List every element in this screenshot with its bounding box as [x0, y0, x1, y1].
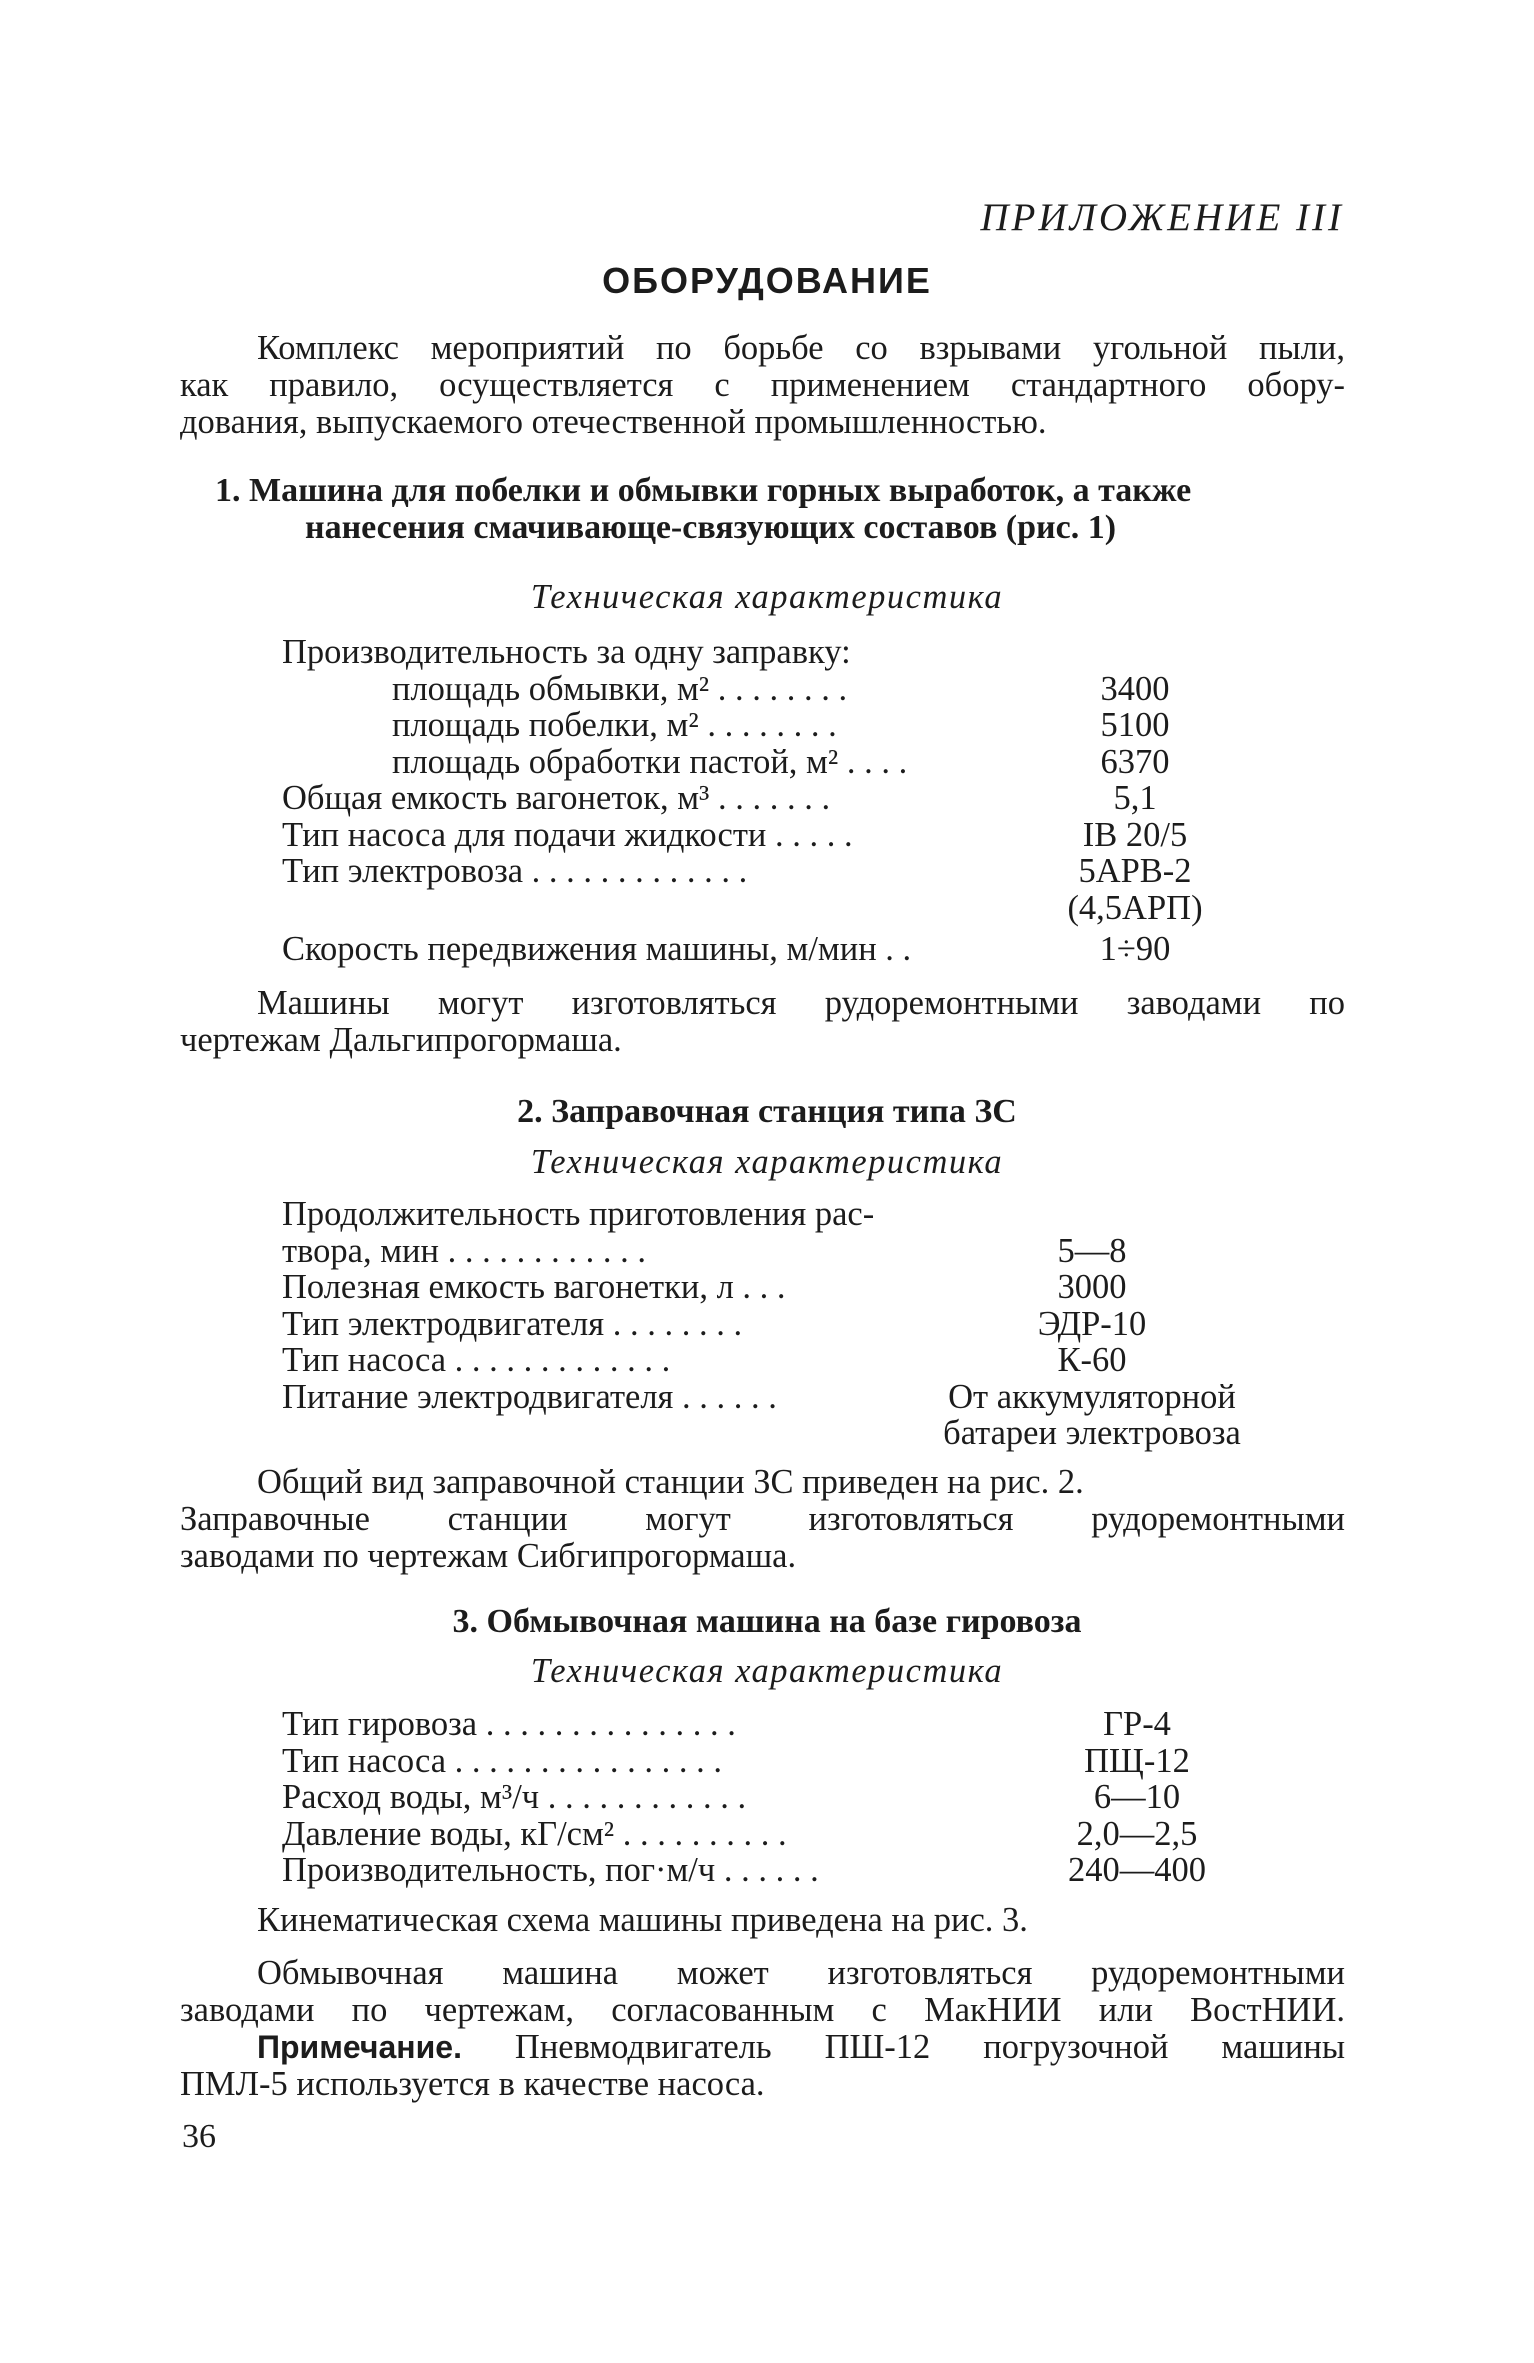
intro-paragraph	[180, 330, 1345, 441]
section3-subheading: Техническая характеристика	[530, 1652, 1004, 1690]
spec-row	[282, 1269, 1242, 1306]
spec-row	[282, 634, 1222, 671]
spec-row	[282, 1342, 1242, 1379]
page-title: ОБОРУДОВАНИЕ	[602, 260, 932, 301]
spec-value: 3000	[1057, 1268, 1127, 1306]
spec-value: 6370	[1100, 742, 1170, 781]
remark-text: Пневмодвигатель ПШ-12 погрузочной машины	[514, 2028, 1346, 2066]
note-line: заводами по чертежам, согласованным с МакНИИ или ВостНИИ.	[180, 1991, 1345, 2029]
spec-label: твора, мин . . . . . . . . . . . .	[282, 1231, 646, 1270]
remark-label: Примечание.	[257, 2029, 462, 2065]
spec-label: Тип гировоза . . . . . . . . . . . . . . .	[282, 1705, 736, 1743]
spec-label: Расход воды, м³/ч . . . . . . . . . . . .	[282, 1778, 747, 1816]
spec-value: ГР-4	[1103, 1705, 1171, 1743]
intro-line: как правило, осуществляется с применением стандартного обору-	[180, 366, 1345, 404]
spec-row	[282, 1233, 1242, 1270]
spec-value: 5АРВ-2	[1078, 852, 1192, 890]
spec-label: Скорость передвижения машины, м/мин . .	[282, 930, 912, 968]
note-line: Заправочные станции могут изготовляться рудоремонтными	[180, 1500, 1345, 1538]
section3-note	[180, 1955, 1345, 2103]
note-line: Обмывочная машина может изготовляться рудоремонтными	[257, 1954, 1345, 1992]
spec-value: (4,5АРП)	[1067, 888, 1203, 927]
spec-label: Тип электровоза . . . . . . . . . . . . .	[282, 852, 748, 890]
intro-line: Комплекс мероприятий по борьбе со взрывами угольной пыли,	[257, 329, 1345, 367]
spec-label: Тип насоса . . . . . . . . . . . . .	[282, 1341, 671, 1379]
spec-label: Продолжительность приготовления рас-	[282, 1195, 875, 1233]
spec-row	[282, 1379, 1242, 1416]
spec-value: От аккумуляторной	[948, 1377, 1236, 1416]
section2-spec-table	[282, 1196, 1242, 1452]
spec-row	[282, 817, 1222, 854]
spec-value: 6—10	[1093, 1778, 1181, 1816]
spec-label: Производительность, пог·м/ч . . . . . .	[282, 1851, 819, 1889]
remark-line	[180, 2029, 1345, 2066]
spec-row	[282, 780, 1222, 817]
appendix-label: ПРИЛОЖЕНИЕ III	[980, 196, 1344, 239]
kinematic-line: Кинематическая схема машины приведена на рис. 3.	[257, 1901, 1028, 1939]
note-line: заводами по чертежам Сибгипрогормаша.	[180, 1537, 797, 1575]
spec-value: IB 20/5	[1082, 815, 1188, 854]
section2-subheading: Техническая характеристика	[530, 1143, 1004, 1181]
spec-label: площадь обмывки, м² . . . . . . . .	[392, 669, 848, 708]
section3-spec-table	[282, 1706, 1232, 1889]
remark-line: ПМЛ-5 используется в качестве насоса.	[180, 2065, 765, 2103]
spec-label: площадь обработки пастой, м² . . . .	[392, 742, 908, 781]
spec-label: Тип электродвигателя . . . . . . . .	[282, 1304, 743, 1343]
spec-row	[282, 1852, 1232, 1889]
section1-heading-line1: 1. Машина для побелки и обмывки горных выработок, а также	[215, 472, 1192, 509]
spec-row	[282, 1706, 1232, 1743]
spec-row	[282, 707, 1222, 744]
note-line: Общий вид заправочной станции ЗС приведен на рис. 2.	[257, 1463, 1084, 1501]
spec-row	[282, 1306, 1242, 1343]
spec-label: Полезная емкость вагонетки, л . . .	[282, 1268, 786, 1306]
spec-label: Общая емкость вагонеток, м³ . . . . . . .	[282, 779, 831, 817]
spec-row	[282, 890, 1222, 927]
spec-value: 5100	[1100, 706, 1170, 744]
spec-label: площадь побелки, м² . . . . . . . .	[392, 706, 837, 744]
spec-row	[282, 744, 1222, 781]
section2-heading: 2. Заправочная станция типа ЗС	[517, 1093, 1017, 1130]
intro-line: дования, выпускаемого отечественной промышленностью.	[180, 403, 1047, 441]
spec-value: 240—400	[1068, 1851, 1206, 1889]
spec-label: Производительность за одну заправку:	[282, 633, 851, 671]
spec-label: Питание электродвигателя . . . . . .	[282, 1377, 777, 1416]
section3-heading: 3. Обмывочная машина на базе гировоза	[452, 1603, 1082, 1640]
spec-value: 3400	[1100, 669, 1170, 708]
section1-spec-table	[282, 634, 1222, 968]
section3-kinematic	[180, 1902, 1345, 1939]
section1-note	[180, 985, 1345, 1059]
spec-row	[282, 1779, 1232, 1816]
spec-value: 1÷90	[1099, 930, 1171, 968]
spec-row	[282, 1743, 1232, 1780]
spec-value: 5—8	[1057, 1231, 1127, 1270]
page-number: 36	[182, 2118, 216, 2155]
spec-value: 2,0—2,5	[1076, 1814, 1198, 1853]
section1-subheading: Техническая характеристика	[530, 578, 1004, 616]
spec-row	[282, 1415, 1242, 1452]
note-line: Машины могут изготовляться рудоремонтными заводами по	[257, 984, 1345, 1022]
spec-row	[282, 1816, 1232, 1853]
section2-note	[180, 1464, 1345, 1575]
note-line: чертежам Дальгипрогормаша.	[180, 1021, 622, 1059]
spec-value: 5,1	[1113, 779, 1157, 817]
spec-value: ЭДР-10	[1037, 1304, 1147, 1343]
spec-value: ПЩ-12	[1084, 1741, 1190, 1780]
spec-row	[282, 1196, 1242, 1233]
spec-label: Тип насоса . . . . . . . . . . . . . . . .	[282, 1741, 723, 1780]
spec-value: батареи электровоза	[943, 1414, 1241, 1452]
spec-label: Давление воды, кГ/см² . . . . . . . . . .	[282, 1814, 787, 1853]
spec-row	[282, 853, 1222, 890]
spec-label: Тип насоса для подачи жидкости . . . . .	[282, 815, 853, 854]
spec-row	[282, 671, 1222, 708]
spec-row	[282, 931, 1222, 968]
spec-value: К-60	[1057, 1341, 1127, 1379]
section1-heading-line2: нанесения смачивающе-связующих составов (рис. 1)	[305, 509, 1117, 546]
